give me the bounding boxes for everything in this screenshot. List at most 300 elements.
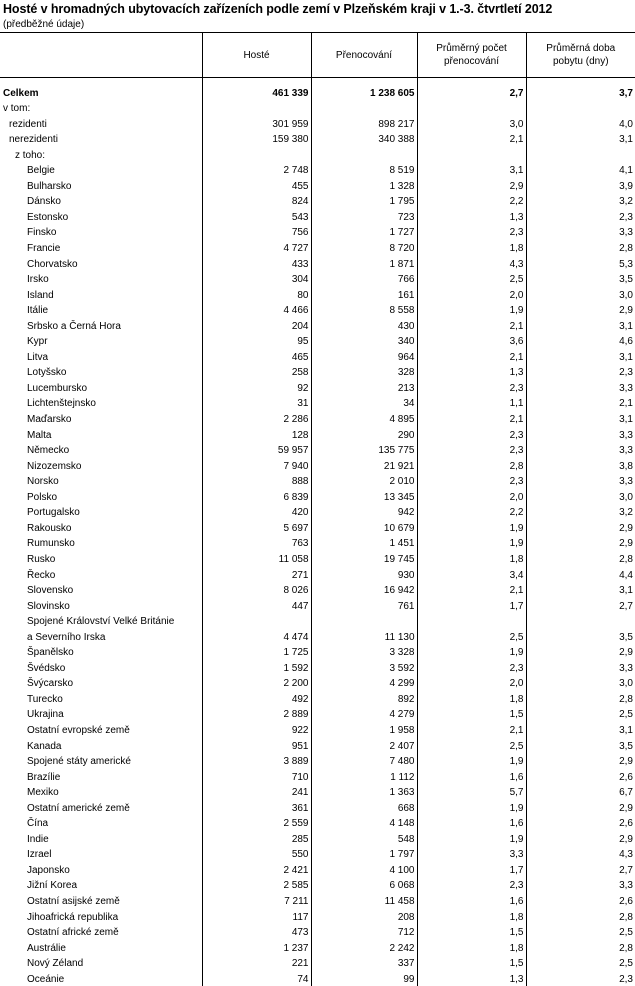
cell-guests: 447: [202, 597, 311, 613]
cell-avg-stay: 3,2: [526, 193, 635, 209]
cell-nights: 6 068: [311, 877, 417, 893]
cell-avg-stay: 2,3: [526, 364, 635, 380]
cell-avg-stay: 3,3: [526, 442, 635, 458]
cell-avg-nights: 3,0: [417, 115, 526, 131]
cell-nights: 290: [311, 426, 417, 442]
cell-guests: 285: [202, 830, 311, 846]
cell-avg-stay: 3,3: [526, 379, 635, 395]
cell-avg-nights: 2,1: [417, 721, 526, 737]
cell-avg-nights: 2,1: [417, 131, 526, 147]
cell-guests: 8 026: [202, 582, 311, 598]
table-row: [0, 846, 635, 862]
cell-guests: 7 940: [202, 457, 311, 473]
statistics-table: [0, 32, 635, 986]
table-row: [0, 488, 635, 504]
table-row: [0, 830, 635, 846]
cell-avg-nights: 1,8: [417, 239, 526, 255]
cell-avg-nights: 2,2: [417, 193, 526, 209]
cell-avg-nights: 1,9: [417, 830, 526, 846]
row-label: Izrael: [27, 849, 52, 861]
cell-nights: 99: [311, 970, 417, 986]
cell-avg-nights: 1,7: [417, 861, 526, 877]
row-label: Litva: [27, 351, 49, 363]
row-label: Francie: [27, 243, 61, 255]
cell-avg-stay: 3,7: [526, 84, 635, 100]
cell-avg-stay: 5,3: [526, 255, 635, 271]
table-row: [0, 519, 635, 535]
table-row: [0, 193, 635, 209]
cell-guests: 2 286: [202, 410, 311, 426]
cell-nights: 1 727: [311, 224, 417, 240]
table-row: [0, 100, 635, 116]
table-row: [0, 706, 635, 722]
cell-guests: 824: [202, 193, 311, 209]
row-label: Oceánie: [27, 973, 65, 985]
cell-guests: 271: [202, 566, 311, 582]
table-row: [0, 302, 635, 318]
row-label: Ostatní africké země: [27, 927, 119, 939]
table-row: [0, 364, 635, 380]
cell-guests: 922: [202, 721, 311, 737]
row-label: Bulharsko: [27, 180, 72, 192]
row-label: Slovensko: [27, 585, 74, 597]
cell-avg-nights: 1,6: [417, 768, 526, 784]
cell-avg-nights: 2,3: [417, 877, 526, 893]
cell-nights: 4 279: [311, 706, 417, 722]
row-label: Ostatní evropské země: [27, 724, 130, 736]
cell-avg-nights: 1,1: [417, 395, 526, 411]
cell-nights: 1 871: [311, 255, 417, 271]
cell-nights: 4 299: [311, 675, 417, 691]
row-label: Ukrajina: [27, 709, 64, 721]
cell-nights: 340: [311, 333, 417, 349]
cell-avg-stay: [526, 613, 635, 629]
table-row: [0, 566, 635, 582]
cell-avg-stay: 2,8: [526, 239, 635, 255]
cell-nights: 548: [311, 830, 417, 846]
row-label: Belgie: [27, 165, 55, 177]
row-label: Lucembursko: [27, 382, 88, 394]
cell-avg-nights: 1,7: [417, 597, 526, 613]
cell-nights: 34: [311, 395, 417, 411]
row-label: Rumunsko: [27, 538, 75, 550]
table-row: [0, 550, 635, 566]
row-label: Německo: [27, 445, 70, 457]
cell-guests: 2 585: [202, 877, 311, 893]
row-label: Itálie: [27, 305, 49, 317]
table-row: [0, 255, 635, 271]
row-label: Polsko: [27, 491, 58, 503]
cell-nights: 1 795: [311, 193, 417, 209]
cell-avg-stay: 3,9: [526, 177, 635, 193]
row-label: Švédsko: [27, 662, 66, 674]
cell-nights: 3 592: [311, 659, 417, 675]
cell-avg-stay: 3,8: [526, 457, 635, 473]
row-label: Kanada: [27, 740, 62, 752]
cell-guests: 492: [202, 690, 311, 706]
table-subtitle: (předběžné údaje): [3, 19, 85, 30]
cell-guests: 1 237: [202, 939, 311, 955]
table-row: [0, 395, 635, 411]
cell-guests: 221: [202, 955, 311, 971]
cell-avg-nights: 2,1: [417, 582, 526, 598]
cell-avg-nights: 1,9: [417, 644, 526, 660]
cell-guests: 11 058: [202, 550, 311, 566]
cell-nights: 892: [311, 690, 417, 706]
cell-guests: 461 339: [202, 84, 311, 100]
cell-nights: 19 745: [311, 550, 417, 566]
cell-nights: 340 388: [311, 131, 417, 147]
row-label: Malta: [27, 429, 52, 441]
cell-nights: 4 148: [311, 815, 417, 831]
cell-nights: 1 112: [311, 768, 417, 784]
cell-avg-stay: 2,5: [526, 924, 635, 940]
table-row: [0, 224, 635, 240]
table-row: [0, 379, 635, 395]
cell-avg-nights: 4,3: [417, 255, 526, 271]
cell-avg-nights: [417, 100, 526, 116]
cell-guests: 204: [202, 317, 311, 333]
cell-avg-nights: 2,7: [417, 84, 526, 100]
cell-avg-nights: 1,5: [417, 924, 526, 940]
cell-guests: 59 957: [202, 442, 311, 458]
row-label: Slovinsko: [27, 600, 70, 612]
cell-guests: 6 839: [202, 488, 311, 504]
table-row: [0, 659, 635, 675]
cell-guests: 241: [202, 784, 311, 800]
row-label: Irsko: [27, 274, 49, 286]
cell-guests: 128: [202, 426, 311, 442]
row-label: Maďarsko: [27, 414, 72, 426]
cell-avg-stay: 4,3: [526, 846, 635, 862]
row-label: Spojené státy americké: [27, 756, 131, 768]
cell-avg-nights: 2,3: [417, 659, 526, 675]
row-label: Japonsko: [27, 864, 70, 876]
cell-avg-nights: 2,3: [417, 426, 526, 442]
cell-avg-nights: 2,5: [417, 271, 526, 287]
cell-guests: 763: [202, 535, 311, 551]
row-label: Čína: [27, 818, 49, 830]
cell-avg-stay: 2,6: [526, 815, 635, 831]
cell-avg-stay: 4,4: [526, 566, 635, 582]
cell-avg-stay: 6,7: [526, 784, 635, 800]
table-row: [0, 442, 635, 458]
cell-guests: 465: [202, 348, 311, 364]
cell-avg-nights: 2,9: [417, 177, 526, 193]
cell-nights: 2 407: [311, 737, 417, 753]
cell-nights: 208: [311, 908, 417, 924]
cell-avg-nights: 2,5: [417, 737, 526, 753]
cell-guests: [202, 146, 311, 162]
cell-avg-stay: 3,3: [526, 473, 635, 489]
table-row: [0, 115, 635, 131]
header-avg-nights: Průměrný počet přenocování: [417, 33, 526, 78]
cell-nights: 1 797: [311, 846, 417, 862]
cell-nights: [311, 613, 417, 629]
table-row: [0, 955, 635, 971]
cell-avg-stay: 3,5: [526, 628, 635, 644]
cell-avg-stay: 2,9: [526, 830, 635, 846]
cell-avg-nights: 1,9: [417, 799, 526, 815]
cell-avg-nights: 1,5: [417, 706, 526, 722]
cell-guests: 756: [202, 224, 311, 240]
table-row: [0, 613, 635, 629]
table-row: [0, 410, 635, 426]
table-row: [0, 162, 635, 178]
cell-guests: 4 474: [202, 628, 311, 644]
cell-nights: 1 328: [311, 177, 417, 193]
cell-nights: 13 345: [311, 488, 417, 504]
cell-avg-stay: 2,9: [526, 519, 635, 535]
cell-avg-stay: 3,3: [526, 877, 635, 893]
row-label: Norsko: [27, 476, 59, 488]
cell-avg-nights: 2,5: [417, 628, 526, 644]
cell-avg-nights: 1,8: [417, 690, 526, 706]
row-label: Nový Zéland: [27, 958, 84, 970]
cell-nights: 7 480: [311, 753, 417, 769]
cell-avg-nights: 1,3: [417, 208, 526, 224]
cell-guests: 2 889: [202, 706, 311, 722]
row-label: Švýcarsko: [27, 678, 74, 690]
cell-avg-nights: 2,0: [417, 488, 526, 504]
table-row: [0, 753, 635, 769]
cell-avg-nights: 3,4: [417, 566, 526, 582]
table-row: [0, 504, 635, 520]
cell-avg-stay: 3,3: [526, 426, 635, 442]
cell-guests: 550: [202, 846, 311, 862]
cell-avg-nights: 1,6: [417, 815, 526, 831]
cell-guests: 543: [202, 208, 311, 224]
cell-nights: 213: [311, 379, 417, 395]
cell-avg-stay: 2,5: [526, 706, 635, 722]
table-row: [0, 861, 635, 877]
table-row: [0, 348, 635, 364]
cell-guests: 117: [202, 908, 311, 924]
table-row: [0, 737, 635, 753]
row-label: Turecko: [27, 693, 63, 705]
table-row: [0, 908, 635, 924]
cell-avg-stay: 2,8: [526, 550, 635, 566]
cell-guests: 361: [202, 799, 311, 815]
cell-nights: 328: [311, 364, 417, 380]
row-label: Mexiko: [27, 787, 59, 799]
cell-avg-stay: 2,5: [526, 955, 635, 971]
table-row: [0, 644, 635, 660]
row-label: Chorvatsko: [27, 258, 78, 270]
cell-nights: 761: [311, 597, 417, 613]
table-row: [0, 239, 635, 255]
table-row: [0, 333, 635, 349]
cell-avg-nights: 2,1: [417, 317, 526, 333]
cell-avg-stay: 2,3: [526, 970, 635, 986]
table-header: [0, 33, 635, 78]
cell-nights: 11 130: [311, 628, 417, 644]
cell-avg-stay: 2,3: [526, 208, 635, 224]
row-label: Ostatní asijské země: [27, 895, 120, 907]
row-label: Nizozemsko: [27, 460, 82, 472]
row-label: Rakousko: [27, 522, 72, 534]
table-row: [0, 877, 635, 893]
table-row: [0, 892, 635, 908]
cell-avg-nights: 1,8: [417, 908, 526, 924]
row-label: rezidenti: [9, 118, 47, 130]
cell-avg-stay: 2,9: [526, 799, 635, 815]
cell-avg-stay: 2,8: [526, 690, 635, 706]
cell-avg-stay: 3,1: [526, 348, 635, 364]
cell-nights: 723: [311, 208, 417, 224]
cell-avg-stay: 2,7: [526, 597, 635, 613]
cell-avg-stay: 2,1: [526, 395, 635, 411]
cell-guests: 5 697: [202, 519, 311, 535]
cell-avg-nights: 1,9: [417, 753, 526, 769]
cell-guests: 74: [202, 970, 311, 986]
cell-avg-stay: 3,3: [526, 224, 635, 240]
cell-nights: 4 100: [311, 861, 417, 877]
table-row: [0, 768, 635, 784]
cell-guests: 301 959: [202, 115, 311, 131]
row-label: Celkem: [3, 87, 39, 99]
table-row: [0, 799, 635, 815]
cell-avg-nights: 2,1: [417, 348, 526, 364]
cell-nights: 1 363: [311, 784, 417, 800]
cell-nights: 668: [311, 799, 417, 815]
cell-avg-nights: 2,2: [417, 504, 526, 520]
cell-guests: 31: [202, 395, 311, 411]
cell-avg-nights: 2,3: [417, 224, 526, 240]
table-row: [0, 426, 635, 442]
cell-avg-stay: 3,1: [526, 721, 635, 737]
cell-nights: 8 519: [311, 162, 417, 178]
cell-nights: 161: [311, 286, 417, 302]
table-row: [0, 177, 635, 193]
cell-avg-nights: 2,0: [417, 675, 526, 691]
cell-guests: 304: [202, 271, 311, 287]
table-row: [0, 317, 635, 333]
row-label: Finsko: [27, 227, 57, 239]
row-label: Jižní Korea: [27, 880, 78, 892]
cell-avg-stay: 4,1: [526, 162, 635, 178]
cell-guests: 92: [202, 379, 311, 395]
cell-guests: [202, 613, 311, 629]
cell-guests: 1 725: [202, 644, 311, 660]
cell-avg-stay: 3,0: [526, 286, 635, 302]
cell-avg-stay: 2,9: [526, 302, 635, 318]
cell-avg-nights: 2,3: [417, 442, 526, 458]
cell-avg-nights: 3,1: [417, 162, 526, 178]
cell-avg-nights: 3,6: [417, 333, 526, 349]
cell-nights: 942: [311, 504, 417, 520]
cell-avg-stay: 2,8: [526, 908, 635, 924]
cell-avg-stay: 2,6: [526, 768, 635, 784]
table-title: Hosté v hromadných ubytovacích zařízeních podle zemí v Plzeňském kraji v 1.-3. čtvrtletí 2012: [3, 2, 553, 16]
row-label: Dánsko: [27, 196, 61, 208]
cell-guests: 2 200: [202, 675, 311, 691]
row-label: Estonsko: [27, 211, 69, 223]
cell-nights: 16 942: [311, 582, 417, 598]
cell-avg-nights: [417, 613, 526, 629]
table-row: [0, 970, 635, 986]
cell-nights: 4 895: [311, 410, 417, 426]
row-label: Indie: [27, 833, 49, 845]
cell-avg-stay: 3,0: [526, 675, 635, 691]
cell-nights: 712: [311, 924, 417, 940]
cell-nights: 337: [311, 955, 417, 971]
table-row: [0, 628, 635, 644]
row-label: Srbsko a Černá Hora: [27, 320, 121, 332]
cell-avg-nights: 2,8: [417, 457, 526, 473]
cell-avg-nights: 1,6: [417, 892, 526, 908]
table-row: [0, 208, 635, 224]
table-row: [0, 815, 635, 831]
cell-avg-stay: 2,9: [526, 644, 635, 660]
cell-guests: 4 466: [202, 302, 311, 318]
table-row: [0, 597, 635, 613]
cell-avg-stay: 2,9: [526, 753, 635, 769]
cell-avg-nights: 1,8: [417, 939, 526, 955]
row-label: nerezidenti: [9, 134, 58, 146]
header-avg-stay: Průměrná doba pobytu (dny): [526, 33, 635, 78]
cell-nights: 2 010: [311, 473, 417, 489]
row-label: Ostatní americké země: [27, 802, 130, 814]
cell-avg-nights: 3,3: [417, 846, 526, 862]
cell-guests: 433: [202, 255, 311, 271]
cell-avg-nights: 1,5: [417, 955, 526, 971]
cell-guests: 258: [202, 364, 311, 380]
row-label: v tom:: [3, 103, 31, 115]
cell-avg-stay: 2,8: [526, 939, 635, 955]
cell-avg-nights: 1,9: [417, 302, 526, 318]
cell-avg-stay: 3,0: [526, 488, 635, 504]
cell-avg-stay: 3,1: [526, 317, 635, 333]
table-row: [0, 690, 635, 706]
cell-nights: 898 217: [311, 115, 417, 131]
cell-guests: 4 727: [202, 239, 311, 255]
cell-avg-stay: 3,3: [526, 659, 635, 675]
cell-nights: 3 328: [311, 644, 417, 660]
cell-avg-stay: 3,1: [526, 131, 635, 147]
row-label: Brazílie: [27, 771, 61, 783]
cell-avg-nights: 2,3: [417, 473, 526, 489]
table-row: [0, 939, 635, 955]
table-body: [0, 78, 635, 986]
cell-avg-stay: 2,6: [526, 892, 635, 908]
cell-avg-nights: 1,8: [417, 550, 526, 566]
cell-guests: 1 592: [202, 659, 311, 675]
cell-guests: 2 559: [202, 815, 311, 831]
cell-nights: 1 958: [311, 721, 417, 737]
cell-guests: 455: [202, 177, 311, 193]
cell-guests: 7 211: [202, 892, 311, 908]
cell-avg-nights: 1,3: [417, 970, 526, 986]
table-row: [0, 271, 635, 287]
cell-avg-stay: 3,5: [526, 737, 635, 753]
row-label: z toho:: [15, 149, 46, 161]
table-row: [0, 582, 635, 598]
cell-guests: 159 380: [202, 131, 311, 147]
cell-avg-stay: 3,1: [526, 410, 635, 426]
cell-avg-stay: 2,9: [526, 535, 635, 551]
table-row-total: [0, 84, 635, 100]
cell-nights: [311, 100, 417, 116]
table-row: [0, 146, 635, 162]
cell-nights: 930: [311, 566, 417, 582]
cell-guests: 710: [202, 768, 311, 784]
cell-guests: 888: [202, 473, 311, 489]
cell-guests: 2 748: [202, 162, 311, 178]
row-label: Řecko: [27, 569, 56, 581]
cell-avg-stay: 2,7: [526, 861, 635, 877]
row-label: Spojené Království Velké Británie: [27, 616, 175, 628]
